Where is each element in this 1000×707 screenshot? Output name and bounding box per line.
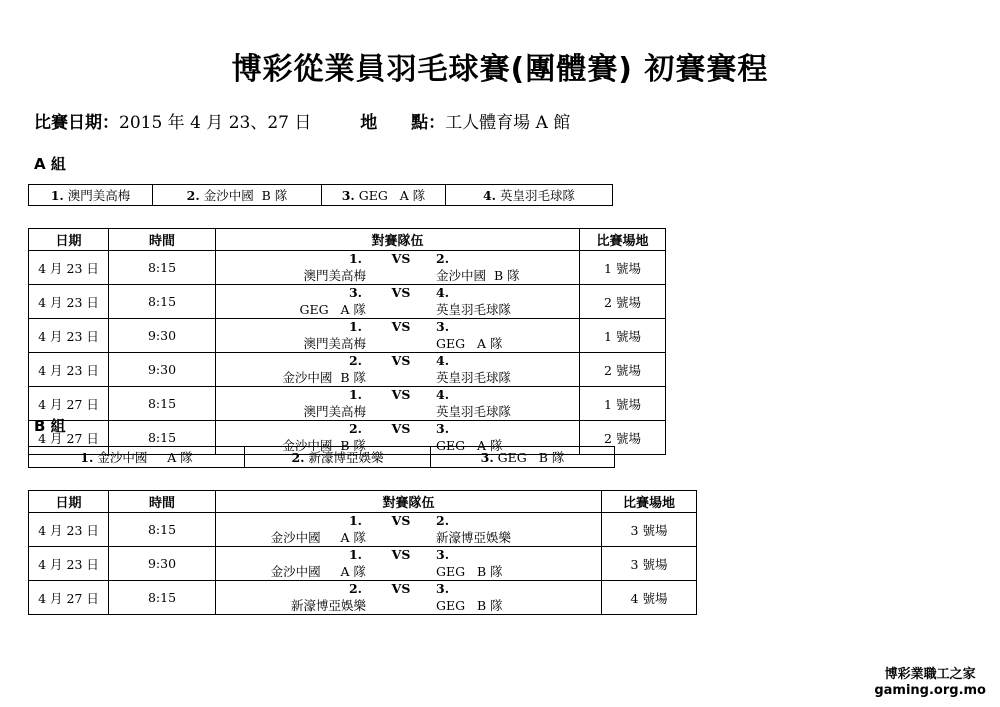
team-number: 3.: [436, 547, 450, 562]
away-team: [436, 547, 596, 580]
vs-label: VS: [391, 353, 411, 368]
time-cell: 8:15: [109, 285, 216, 319]
match-cell: [216, 319, 580, 353]
match-cell: [216, 251, 580, 285]
team-cell: 2. 新濠博亞娛樂: [245, 447, 431, 468]
date-cell: 4 月 27 日: [29, 421, 109, 455]
team-name: 澳門美高梅: [303, 404, 366, 419]
event-info: [34, 108, 570, 133]
page-title: 博彩從業員羽毛球賽(團體賽) 初賽賽程: [231, 52, 769, 87]
header-court: 比賽場地: [580, 229, 666, 251]
team-name: 英皇羽毛球隊: [436, 302, 512, 317]
match-cell: [216, 387, 580, 421]
team-number: 4.: [436, 353, 450, 368]
team-name: GEG B 隊: [436, 564, 503, 579]
vs-label: VS: [391, 251, 411, 266]
team-name: 澳門美高梅: [303, 336, 366, 351]
table-header-row: [29, 229, 666, 251]
team-number: 2.: [436, 251, 450, 266]
team-list-row: [29, 447, 615, 468]
court-cell: 1 號場: [580, 387, 666, 421]
team-cell: 2. 金沙中國 B 隊: [153, 185, 322, 206]
home-team: [216, 251, 366, 284]
date-label: 比賽日期：: [34, 113, 119, 133]
header-date: 日期: [29, 491, 109, 513]
table-header-row: [29, 491, 697, 513]
team-name: 澳門美高梅: [303, 268, 366, 283]
team-name: 金沙中國 B 隊: [282, 370, 366, 385]
date-cell: 4 月 23 日: [29, 319, 109, 353]
header-time: 時間: [109, 229, 216, 251]
team-number: 2.: [348, 421, 363, 436]
team-number: 2.: [348, 581, 363, 596]
team-cell: 1. 澳門美高梅: [29, 185, 153, 206]
team-name: 金沙中國 A 隊: [270, 530, 366, 545]
date-value: 2015 年 4 月 23、27 日: [119, 113, 312, 133]
court-cell: 4 號場: [602, 581, 697, 615]
group-b-schedule-table: [28, 490, 697, 615]
table-row: [29, 387, 666, 421]
header-match: 對賽隊伍: [216, 229, 580, 251]
watermark: [874, 667, 986, 699]
away-team: [436, 513, 596, 546]
court-cell: 2 號場: [580, 285, 666, 319]
away-team: [436, 251, 576, 284]
date-cell: 4 月 23 日: [29, 251, 109, 285]
vs-label: VS: [391, 421, 411, 436]
group-a-label: A 組: [34, 155, 66, 173]
group-b-teams-table: [28, 446, 615, 468]
home-team: [216, 581, 366, 614]
home-team: [216, 319, 366, 352]
date-cell: 4 月 27 日: [29, 581, 109, 615]
home-team: [216, 285, 366, 318]
team-cell: 3. GEG A 隊: [322, 185, 446, 206]
team-number: 1.: [348, 251, 363, 266]
team-name: 金沙中國 B 隊: [282, 438, 366, 453]
header-match: 對賽隊伍: [216, 491, 602, 513]
court-cell: 1 號場: [580, 251, 666, 285]
vs-label: VS: [391, 513, 411, 528]
table-row: [29, 251, 666, 285]
watermark-url: gaming.org.mo: [874, 683, 986, 698]
time-cell: 8:15: [109, 251, 216, 285]
table-row: [29, 285, 666, 319]
team-number: 1.: [348, 547, 363, 562]
time-cell: 8:15: [109, 421, 216, 455]
vs-label: VS: [391, 285, 411, 300]
court-cell: 3 號場: [602, 547, 697, 581]
team-cell: 3. GEG B 隊: [431, 447, 615, 468]
table-row: [29, 547, 697, 581]
table-row: [29, 513, 697, 547]
vs-label: VS: [391, 387, 411, 402]
table-row: [29, 353, 666, 387]
away-team: [436, 387, 576, 420]
team-name: 金沙中國 A 隊: [270, 564, 366, 579]
header-date: 日期: [29, 229, 109, 251]
venue-value: 工人體育場 A 館: [445, 113, 571, 133]
match-cell: [216, 547, 602, 581]
match-cell: [216, 513, 602, 547]
home-team: [216, 547, 366, 580]
team-name: 英皇羽毛球隊: [436, 404, 512, 419]
table-row: [29, 319, 666, 353]
date-cell: 4 月 23 日: [29, 547, 109, 581]
away-team: [436, 353, 576, 386]
group-b-label: B 組: [34, 417, 66, 435]
time-cell: 8:15: [109, 387, 216, 421]
vs-label: VS: [391, 581, 411, 596]
team-number: 1.: [348, 513, 363, 528]
vs-label: VS: [391, 547, 411, 562]
team-number: 1.: [348, 387, 363, 402]
team-number: 1.: [348, 319, 363, 334]
match-cell: [216, 581, 602, 615]
team-name: GEG A 隊: [436, 336, 503, 351]
table-row: [29, 581, 697, 615]
watermark-title: 博彩業職工之家: [884, 667, 976, 682]
court-cell: 1 號場: [580, 319, 666, 353]
team-number: 3.: [348, 285, 363, 300]
home-team: [216, 387, 366, 420]
team-number: 4.: [436, 387, 450, 402]
team-name: 新濠博亞娛樂: [290, 598, 366, 613]
time-cell: 8:15: [109, 581, 216, 615]
home-team: [216, 513, 366, 546]
team-name: 金沙中國 B 隊: [436, 268, 520, 283]
team-number: 2.: [348, 353, 363, 368]
team-number: 3.: [436, 421, 450, 436]
time-cell: 9:30: [109, 547, 216, 581]
date-cell: 4 月 23 日: [29, 285, 109, 319]
header-court: 比賽場地: [602, 491, 697, 513]
date-cell: 4 月 23 日: [29, 513, 109, 547]
date-cell: 4 月 27 日: [29, 387, 109, 421]
team-name: GEG A 隊: [299, 302, 366, 317]
time-cell: 8:15: [109, 513, 216, 547]
court-cell: 3 號場: [602, 513, 697, 547]
team-cell: 1. 金沙中國 A 隊: [29, 447, 245, 468]
away-team: [436, 319, 576, 352]
team-number: 3.: [436, 581, 450, 596]
venue-label: 地 點：: [360, 113, 446, 133]
home-team: [216, 353, 366, 386]
team-list-row: [29, 185, 613, 206]
away-team: [436, 581, 596, 614]
away-team: [436, 285, 576, 318]
time-cell: 9:30: [109, 319, 216, 353]
team-number: 4.: [436, 285, 450, 300]
team-cell: 4. 英皇羽毛球隊: [446, 185, 613, 206]
team-name: GEG A 隊: [436, 438, 503, 453]
team-number: 2.: [436, 513, 450, 528]
team-number: 3.: [436, 319, 450, 334]
date-cell: 4 月 23 日: [29, 353, 109, 387]
team-name: GEG B 隊: [436, 598, 503, 613]
vs-label: VS: [391, 319, 411, 334]
match-cell: [216, 285, 580, 319]
time-cell: 9:30: [109, 353, 216, 387]
court-cell: 2 號場: [580, 353, 666, 387]
header-time: 時間: [109, 491, 216, 513]
match-cell: [216, 353, 580, 387]
team-name: 新濠博亞娛樂: [436, 530, 512, 545]
court-cell: 2 號場: [580, 421, 666, 455]
team-name: 英皇羽毛球隊: [436, 370, 512, 385]
group-a-schedule-table: [28, 228, 666, 455]
group-a-teams-table: [28, 184, 613, 206]
